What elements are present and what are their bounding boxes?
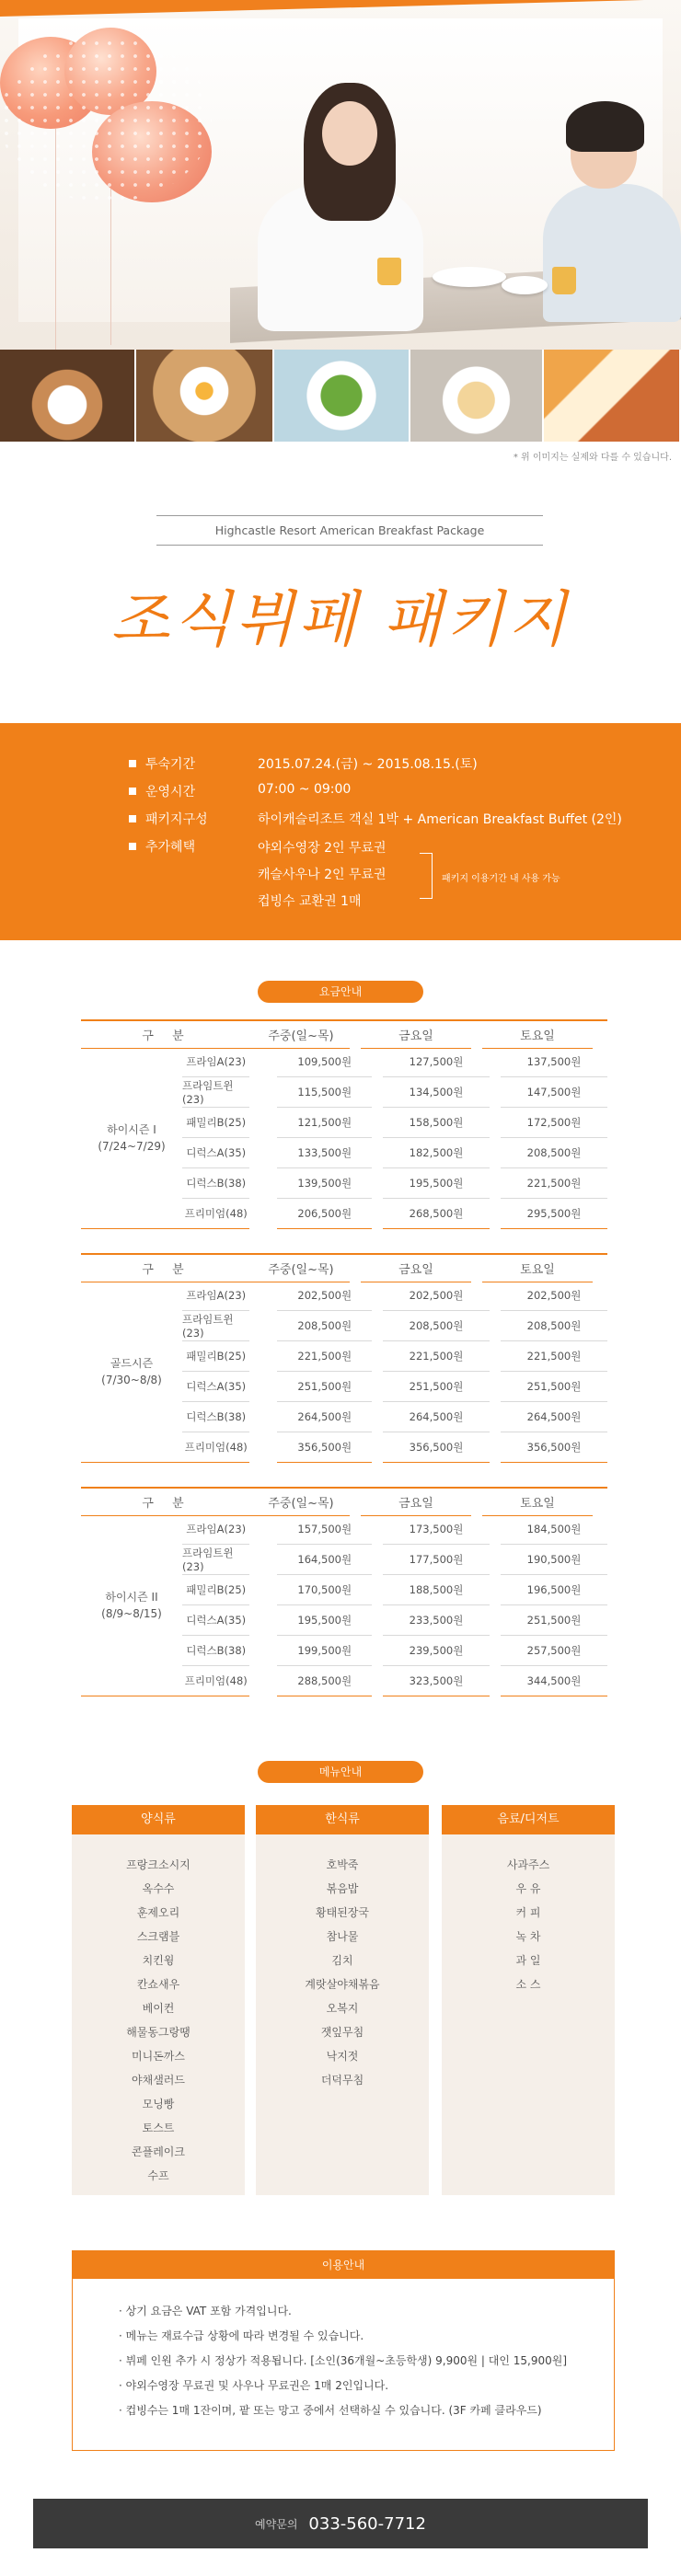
man-figure bbox=[543, 184, 681, 322]
menu-item: 수프 bbox=[147, 2169, 169, 2182]
food-photo bbox=[544, 350, 681, 442]
info-hours: 운영시간 07:00 ~ 09:00 bbox=[129, 782, 351, 800]
menu-item: 참나물 bbox=[326, 1930, 359, 1943]
price-cell: 195,500원 bbox=[277, 1605, 371, 1636]
menu-item: 스크램블 bbox=[136, 1930, 180, 1943]
table-row bbox=[182, 1372, 607, 1402]
notice-item: · 뷔페 인원 추가 시 정상가 적용됩니다. [소인(36개월~초등학생) 9,900원 | 대인 15,900원] bbox=[119, 2354, 568, 2367]
extra-item: 컵빙수 교환권 1매 bbox=[258, 894, 362, 909]
price-cell: 268,500원 bbox=[383, 1199, 490, 1229]
menu-item: 옥수수 bbox=[142, 1882, 175, 1895]
table-row bbox=[182, 1138, 607, 1168]
header-cell: 금요일 bbox=[361, 1021, 471, 1049]
table-row bbox=[182, 1636, 607, 1666]
season-name: 골드시즌 bbox=[110, 1356, 154, 1370]
header-cell: 금요일 bbox=[361, 1489, 471, 1516]
table-row bbox=[182, 1341, 607, 1372]
season-label bbox=[81, 1047, 182, 1229]
header-cell: 구 분 bbox=[81, 1255, 252, 1282]
info-extra: 추가혜택 bbox=[129, 837, 258, 856]
room-type: 프라임A(23) bbox=[182, 1047, 249, 1077]
bullet-square-icon bbox=[129, 843, 136, 850]
price-cell: 257,500원 bbox=[501, 1636, 607, 1666]
season-label bbox=[81, 1514, 182, 1696]
price-cell: 251,500원 bbox=[383, 1372, 490, 1402]
notice-item: · 컵빙수는 1매 1잔이며, 팥 또는 망고 중에서 선택하실 수 있습니다. (3F 카페 클라우드) bbox=[119, 2404, 542, 2417]
menu-item: 사과주스 bbox=[506, 1858, 550, 1871]
header-cell: 금요일 bbox=[361, 1255, 471, 1282]
menu-item: 치킨윙 bbox=[142, 1954, 175, 1967]
menu-item: 계랏살야채볶음 bbox=[305, 1978, 380, 1991]
header-cell: 주중(일~목) bbox=[252, 1489, 350, 1516]
season-name: 하이시즌 II bbox=[105, 1590, 158, 1604]
table-row bbox=[182, 1281, 607, 1311]
header-cell: 주중(일~목) bbox=[252, 1021, 350, 1049]
season-label bbox=[81, 1281, 182, 1463]
menu-column-title: 한식류 bbox=[256, 1805, 429, 1834]
room-type: 프리미엄(48) bbox=[182, 1199, 249, 1229]
bullet-square-icon bbox=[129, 760, 136, 767]
price-cell: 208,500원 bbox=[277, 1311, 371, 1341]
header-cell: 구 분 bbox=[81, 1489, 252, 1516]
food-photo bbox=[0, 350, 136, 442]
bullet-square-icon bbox=[129, 815, 136, 822]
price-cell: 172,500원 bbox=[501, 1108, 607, 1138]
room-type: 프라임A(23) bbox=[182, 1514, 249, 1545]
extras-bracket bbox=[420, 853, 433, 899]
price-cell: 202,500원 bbox=[383, 1281, 490, 1311]
price-cell: 202,500원 bbox=[501, 1281, 607, 1311]
price-cell: 264,500원 bbox=[501, 1402, 607, 1432]
bullet-square-icon bbox=[129, 788, 136, 795]
menu-item: 황태된장국 bbox=[316, 1906, 369, 1919]
table-row bbox=[182, 1108, 607, 1138]
menu-column-title: 음료/디저트 bbox=[442, 1805, 615, 1834]
extras-note: 패키지 이용기간 내 사용 가능 bbox=[442, 874, 560, 884]
rates-section-label: 요금안내 bbox=[258, 981, 423, 1003]
menu-column-western bbox=[72, 1805, 245, 2195]
menu-item: 김치 bbox=[331, 1954, 353, 1967]
package-subtitle: Highcastle Resort American Breakfast Package bbox=[156, 515, 543, 546]
price-cell: 158,500원 bbox=[383, 1108, 490, 1138]
room-type: 패밀리B(25) bbox=[182, 1341, 249, 1372]
price-cell: 251,500원 bbox=[501, 1605, 607, 1636]
table-row bbox=[182, 1047, 607, 1077]
price-cell: 288,500원 bbox=[277, 1666, 371, 1696]
menu-item: 프랑크소시지 bbox=[126, 1858, 190, 1871]
notice-item: · 메뉴는 재료수급 상황에 따라 변경될 수 있습니다. bbox=[119, 2329, 364, 2342]
price-cell: 109,500원 bbox=[277, 1047, 371, 1077]
price-cell: 356,500원 bbox=[383, 1432, 490, 1463]
price-cell: 239,500원 bbox=[383, 1636, 490, 1666]
room-type: 디럭스B(38) bbox=[182, 1168, 249, 1199]
menu-section-label: 메뉴안내 bbox=[258, 1761, 423, 1783]
rate-table-header bbox=[81, 1019, 607, 1047]
price-cell: 177,500원 bbox=[383, 1545, 490, 1575]
price-cell: 251,500원 bbox=[277, 1372, 371, 1402]
season-dates: (8/9~8/15) bbox=[101, 1606, 162, 1620]
price-cell: 221,500원 bbox=[501, 1168, 607, 1199]
price-cell: 127,500원 bbox=[383, 1047, 490, 1077]
price-cell: 190,500원 bbox=[501, 1545, 607, 1575]
menu-item: 녹 차 bbox=[515, 1930, 541, 1943]
header-cell: 토요일 bbox=[482, 1021, 593, 1049]
price-cell: 121,500원 bbox=[277, 1108, 371, 1138]
corner-accent bbox=[0, 0, 644, 17]
menu-item: 볶음밥 bbox=[326, 1882, 359, 1895]
menu-item: 잿잎무침 bbox=[320, 2026, 364, 2039]
season-dates: (7/24~7/29) bbox=[98, 1139, 166, 1153]
room-type: 프라임트윈(23) bbox=[182, 1311, 249, 1341]
extra-item: 야외수영장 2인 무료권 bbox=[258, 841, 387, 856]
header-cell: 주중(일~목) bbox=[252, 1255, 350, 1282]
price-cell: 356,500원 bbox=[277, 1432, 371, 1463]
price-cell: 233,500원 bbox=[383, 1605, 490, 1636]
price-cell: 221,500원 bbox=[501, 1341, 607, 1372]
notice-item: · 야외수영장 무료권 및 사우나 무료권은 1매 2인입니다. bbox=[119, 2379, 389, 2392]
room-type: 패밀리B(25) bbox=[182, 1575, 249, 1605]
info-package: 패키지구성 하이캐슬리조트 객실 1박 + American Breakfast Buffet (2인) bbox=[129, 810, 622, 828]
rate-table-header bbox=[81, 1487, 607, 1514]
price-cell: 295,500원 bbox=[501, 1199, 607, 1229]
table-row bbox=[182, 1545, 607, 1575]
price-cell: 264,500원 bbox=[277, 1402, 371, 1432]
rate-table-header bbox=[81, 1253, 607, 1281]
menu-item: 과 일 bbox=[515, 1954, 541, 1967]
header-cell: 구 분 bbox=[81, 1021, 252, 1049]
season-dates: (7/30~8/8) bbox=[101, 1373, 162, 1386]
table-row bbox=[182, 1514, 607, 1545]
reservation-phone[interactable]: 033-560-7712 bbox=[308, 2513, 426, 2534]
menu-column-title: 양식류 bbox=[72, 1805, 245, 1834]
food-photo bbox=[410, 350, 544, 442]
table-row bbox=[182, 1605, 607, 1636]
menu-item: 우 유 bbox=[515, 1882, 541, 1895]
price-cell: 196,500원 bbox=[501, 1575, 607, 1605]
table-row bbox=[182, 1168, 607, 1199]
menu-item: 더덕무침 bbox=[320, 2074, 364, 2087]
price-cell: 199,500원 bbox=[277, 1636, 371, 1666]
rate-table bbox=[81, 1487, 607, 1696]
notice-title: 이용안내 bbox=[73, 2251, 614, 2279]
room-type: 디럭스A(35) bbox=[182, 1138, 249, 1168]
menu-item: 베이컨 bbox=[142, 2002, 175, 2015]
hero-image bbox=[0, 0, 681, 442]
price-cell: 157,500원 bbox=[277, 1514, 371, 1545]
room-type: 프리미엄(48) bbox=[182, 1432, 249, 1463]
table-row bbox=[182, 1666, 607, 1696]
table-row bbox=[182, 1575, 607, 1605]
price-cell: 208,500원 bbox=[383, 1311, 490, 1341]
reservation-footer bbox=[33, 2499, 648, 2548]
price-cell: 221,500원 bbox=[277, 1341, 371, 1372]
menu-item: 훈제오리 bbox=[136, 1906, 180, 1919]
price-cell: 208,500원 bbox=[501, 1138, 607, 1168]
info-period: 투숙기간 2015.07.24.(금) ~ 2015.08.15.(토) bbox=[129, 754, 478, 773]
menu-item: 야채샐러드 bbox=[132, 2074, 185, 2087]
price-cell: 206,500원 bbox=[277, 1199, 371, 1229]
price-cell: 184,500원 bbox=[501, 1514, 607, 1545]
room-type: 프리미엄(48) bbox=[182, 1666, 249, 1696]
price-cell: 188,500원 bbox=[383, 1575, 490, 1605]
price-cell: 208,500원 bbox=[501, 1311, 607, 1341]
price-cell: 115,500원 bbox=[277, 1077, 371, 1108]
room-type: 프라임트윈(23) bbox=[182, 1545, 249, 1575]
room-type: 프라임트윈(23) bbox=[182, 1077, 249, 1108]
menu-column-korean bbox=[256, 1805, 429, 2195]
price-cell: 133,500원 bbox=[277, 1138, 371, 1168]
table-row bbox=[182, 1077, 607, 1108]
price-cell: 137,500원 bbox=[501, 1047, 607, 1077]
price-cell: 139,500원 bbox=[277, 1168, 371, 1199]
menu-item: 오복지 bbox=[326, 2002, 359, 2015]
food-photo bbox=[136, 350, 274, 442]
food-photo bbox=[274, 350, 410, 442]
price-cell: 264,500원 bbox=[383, 1402, 490, 1432]
menu-item: 소 스 bbox=[515, 1978, 541, 1991]
price-cell: 251,500원 bbox=[501, 1372, 607, 1402]
room-type: 디럭스B(38) bbox=[182, 1402, 249, 1432]
price-cell: 164,500원 bbox=[277, 1545, 371, 1575]
room-type: 패밀리B(25) bbox=[182, 1108, 249, 1138]
room-type: 디럭스A(35) bbox=[182, 1372, 249, 1402]
menu-item: 해물동그랑땡 bbox=[126, 2026, 190, 2039]
price-cell: 221,500원 bbox=[383, 1341, 490, 1372]
price-cell: 202,500원 bbox=[277, 1281, 371, 1311]
price-cell: 195,500원 bbox=[383, 1168, 490, 1199]
price-cell: 344,500원 bbox=[501, 1666, 607, 1696]
notice-item: · 상기 요금은 VAT 포함 가격입니다. bbox=[119, 2305, 292, 2317]
menu-column-drinks bbox=[442, 1805, 615, 2195]
menu-item: 커 피 bbox=[515, 1906, 541, 1919]
reservation-label: 예약문의 bbox=[255, 2517, 298, 2531]
menu-item: 호박죽 bbox=[326, 1858, 359, 1871]
table-row bbox=[182, 1311, 607, 1341]
menu-item: 칸쇼새우 bbox=[136, 1978, 180, 1991]
price-cell: 170,500원 bbox=[277, 1575, 371, 1605]
table-row bbox=[182, 1199, 607, 1229]
table-row bbox=[182, 1432, 607, 1463]
menu-item: 모닝빵 bbox=[142, 2098, 175, 2110]
room-type: 디럭스B(38) bbox=[182, 1636, 249, 1666]
photo-disclaimer: * 위 이미지는 실제와 다를 수 있습니다. bbox=[513, 453, 672, 463]
extras-list bbox=[258, 835, 387, 915]
header-cell: 토요일 bbox=[482, 1255, 593, 1282]
price-cell: 356,500원 bbox=[501, 1432, 607, 1463]
rate-table bbox=[81, 1253, 607, 1463]
notice-box bbox=[72, 2250, 615, 2451]
extra-item: 캐슬사우나 2인 무료권 bbox=[258, 868, 387, 882]
season-name: 하이시즌 I bbox=[107, 1122, 156, 1136]
rate-table bbox=[81, 1019, 607, 1229]
food-photo-strip bbox=[0, 350, 681, 442]
price-cell: 182,500원 bbox=[383, 1138, 490, 1168]
menu-item: 낙지젓 bbox=[326, 2050, 359, 2063]
price-cell: 323,500원 bbox=[383, 1666, 490, 1696]
menu-item: 토스트 bbox=[142, 2122, 175, 2134]
menu-item: 미니돈까스 bbox=[132, 2050, 185, 2063]
price-cell: 147,500원 bbox=[501, 1077, 607, 1108]
table-row bbox=[182, 1402, 607, 1432]
room-type: 디럭스A(35) bbox=[182, 1605, 249, 1636]
page-title: 조식뷔페 패키지 bbox=[110, 584, 571, 655]
price-cell: 173,500원 bbox=[383, 1514, 490, 1545]
menu-item: 콘플레이크 bbox=[132, 2145, 185, 2158]
room-type: 프라임A(23) bbox=[182, 1281, 249, 1311]
price-cell: 134,500원 bbox=[383, 1077, 490, 1108]
header-cell: 토요일 bbox=[482, 1489, 593, 1516]
